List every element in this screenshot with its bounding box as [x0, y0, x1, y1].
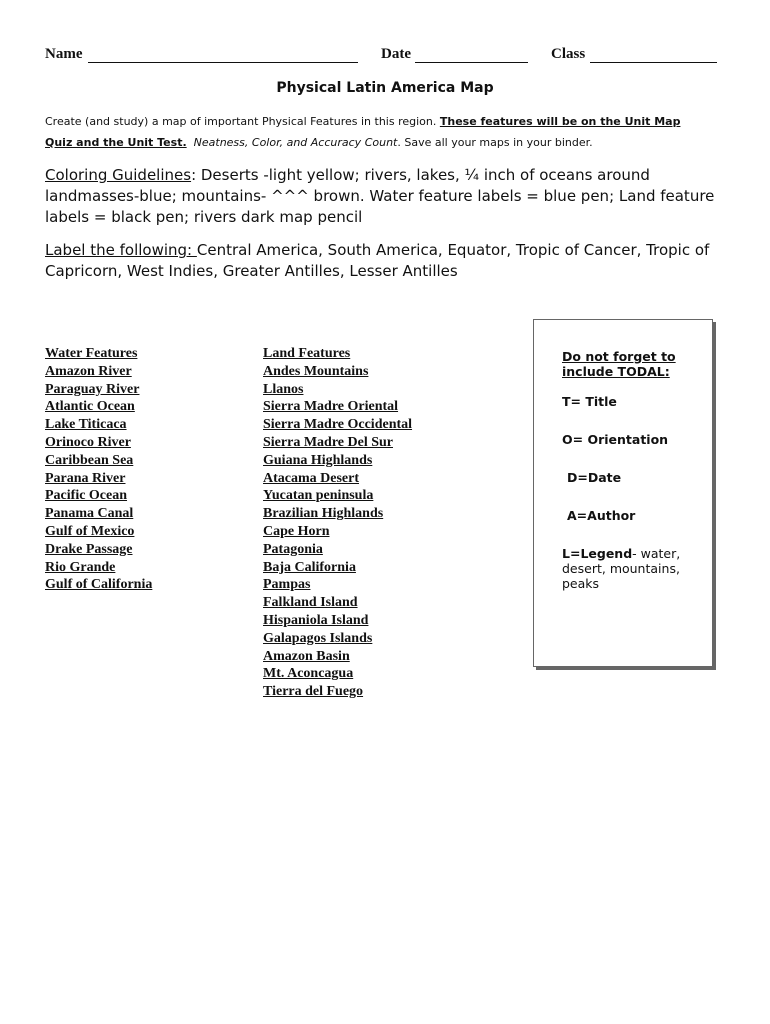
todal-orientation-item: O= Orientation: [562, 432, 669, 447]
class-blank-line: [590, 62, 717, 63]
land-feature-item: Sierra Madre Oriental: [263, 399, 399, 415]
todal-heading-line-1: Do not forget to: [562, 349, 676, 364]
intro-bold-text-1: These features will be on the Unit Map: [439, 115, 681, 128]
class-label: Class: [551, 46, 586, 62]
water-feature-item: Caribbean Sea: [45, 452, 134, 468]
land-feature-item: Mt. Aconcagua: [263, 666, 354, 682]
intro-plain-text: Create (and study) a map of important Physical Features in this region.: [45, 115, 437, 128]
water-feature-item: Amazon River: [45, 363, 132, 379]
water-feature-item-heading: Water Features: [45, 346, 138, 361]
water-feature-item: Panama Canal: [45, 506, 134, 522]
date-blank-line: [415, 62, 528, 63]
land-feature-item: Falkland Island: [263, 595, 358, 611]
water-features-list: [45, 345, 152, 594]
land-feature-item: Baja California: [263, 559, 356, 575]
intro-paragraph: [45, 111, 735, 153]
intro-bold-text-2: Quiz and the Unit Test.: [45, 136, 187, 149]
land-feature-item: Pampas: [263, 577, 311, 593]
land-feature-item: Cape Horn: [263, 523, 330, 539]
todal-legend-item: [562, 546, 702, 591]
water-feature-item: Gulf of Mexico: [45, 523, 135, 539]
name-blank-line: [88, 62, 358, 63]
water-feature-item: Gulf of California: [45, 577, 153, 593]
page-title: Physical Latin America Map: [276, 80, 494, 96]
todal-reminder-box: [533, 319, 713, 667]
intro-tail-text: . Save all your maps in your binder.: [397, 136, 593, 149]
water-feature-item: Atlantic Ocean: [45, 399, 135, 415]
intro-italic-text: Neatness, Color, and Accuracy Count: [193, 136, 398, 149]
land-feature-item: Andes Mountains: [263, 363, 369, 379]
todal-legend-text: - water, desert, mountains, peaks: [562, 546, 681, 591]
label-instructions-label: Label the following:: [45, 241, 197, 259]
land-feature-item: Guiana Highlands: [263, 452, 373, 468]
todal-author-item: A=Author: [567, 508, 636, 523]
todal-date-item: D=Date: [567, 470, 622, 485]
land-feature-item: Tierra del Fuego: [263, 684, 364, 700]
coloring-guidelines-label: Coloring Guidelines: [45, 166, 192, 184]
water-feature-item: Rio Grande: [45, 559, 116, 575]
label-instructions: [45, 240, 735, 282]
land-feature-item: Yucatan peninsula: [263, 488, 374, 504]
water-feature-item: Paraguay River: [45, 381, 140, 397]
todal-title-item: T= Title: [562, 394, 617, 409]
coloring-guidelines: [45, 165, 735, 228]
water-feature-item: Drake Passage: [45, 541, 133, 557]
water-feature-item: Parana River: [45, 470, 126, 486]
todal-legend-label: L=Legend: [562, 546, 633, 561]
todal-heading-line-2: include TODAL:: [562, 364, 670, 379]
coloring-guidelines-text: : Deserts -light yellow; rivers, lakes, ¼ inch of oceans around landmasses-blue; mountains- ^^^ brown. Water feature labels = blue pen; Land feature labels = black pen; rivers dark map pencil: [45, 166, 715, 226]
water-feature-item: Pacific Ocean: [45, 488, 128, 504]
label-instructions-text: Central America, South America, Equator, Tropic of Cancer, Tropic of Capricorn, West Indies, Greater Antilles, Lesser Antilles: [45, 241, 710, 280]
water-feature-item: Lake Titicaca: [45, 417, 127, 433]
land-feature-item: Patagonia: [263, 541, 323, 557]
land-feature-item: Llanos: [263, 381, 304, 397]
land-feature-item: Galapagos Islands: [263, 630, 373, 646]
water-feature-item: Orinoco River: [45, 434, 131, 450]
land-features-list: [263, 345, 412, 701]
land-feature-item: Amazon Basin: [263, 648, 350, 664]
land-feature-item: Brazilian Highlands: [263, 506, 384, 522]
name-label: Name: [45, 46, 83, 62]
land-feature-item-heading: Land Features: [263, 346, 351, 361]
land-feature-item: Hispaniola Island: [263, 612, 369, 628]
todal-heading: [562, 349, 676, 379]
date-label: Date: [381, 46, 411, 62]
land-feature-item: Atacama Desert: [263, 470, 360, 486]
land-feature-item: Sierra Madre Occidental: [263, 417, 413, 433]
header-fields: [45, 46, 725, 66]
land-feature-item: Sierra Madre Del Sur: [263, 434, 393, 450]
